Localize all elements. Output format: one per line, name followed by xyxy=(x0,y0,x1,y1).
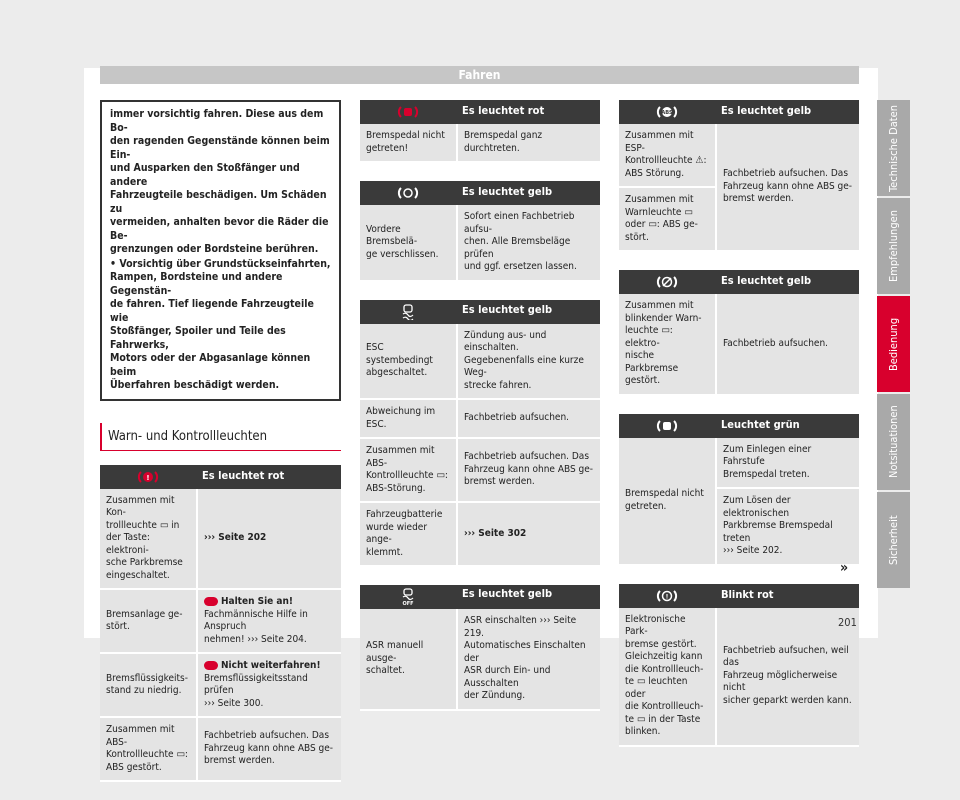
table-row xyxy=(100,590,341,654)
table-cell: Zündung aus- und einschalten. Gegebenenfalls eine kurze Weg- strecke fahren. xyxy=(458,324,600,401)
table-cell: Bremspedal ganz durchtreten. xyxy=(458,124,600,163)
table-row xyxy=(619,294,859,396)
table-abs-yellow xyxy=(619,100,859,252)
table-cell: ASR einschalten ››› Seite 219. Automatisches Einschalten der ASR durch Ein- und Ausschalten der Zündung. xyxy=(458,609,600,711)
table-asr-yellow xyxy=(360,585,600,711)
table-green xyxy=(619,414,859,566)
table-cell: Zusammen mit ESP- Kontrollleuchte ⚠: ABS Störung. xyxy=(619,124,717,188)
table-title: Es leuchtet rot xyxy=(202,468,285,482)
svg-text:OFF: OFF xyxy=(402,601,414,606)
tab-notsituationen[interactable]: Notsituationen xyxy=(877,394,910,490)
section-rule xyxy=(100,450,341,451)
svg-text:!: ! xyxy=(665,593,669,600)
warning-bullet xyxy=(110,258,331,393)
table-cell: Fachbetrieb aufsuchen. Das Fahrzeug kann ohne ABS ge- bremst werden. xyxy=(717,124,859,252)
table-cell: Bremspedal nicht getreten. xyxy=(619,438,717,566)
table-cell xyxy=(198,654,341,718)
cell-text: Fachmännische Hilfe in Anspruch nehmen! ››› Seite 204. xyxy=(204,608,308,645)
left-column xyxy=(100,100,341,800)
table-title: Es leuchtet gelb xyxy=(462,587,553,600)
table-cell: ESC systembedingt abgeschaltet. xyxy=(360,324,458,401)
table-row xyxy=(619,438,859,490)
table-row xyxy=(360,124,600,163)
table-cell: Fachbetrieb aufsuchen. xyxy=(458,400,600,439)
bullet-icon: • xyxy=(110,257,120,270)
table-row xyxy=(619,608,859,747)
table-cell: Zusammen mit blinkender Warn- leuchte ▭: elektro- nische Parkbremse gestört. xyxy=(619,294,717,396)
side-tabs xyxy=(877,100,910,590)
table-title: Es leuchtet gelb xyxy=(721,274,812,287)
tab-empfehlungen[interactable]: Empfehlungen xyxy=(877,198,910,294)
abs-icon xyxy=(656,105,678,119)
table-esc-yellow xyxy=(360,300,600,568)
table-cell: Zum Lösen der elektronischen Parkbremse Bremspedal treten ››› Seite 202. xyxy=(717,489,859,566)
table-cell: Zusammen mit ABS- Kontrollleuchte ▭: ABS gestört. xyxy=(100,718,198,782)
brake-blink-icon xyxy=(656,589,678,603)
table-brake-pads-yellow xyxy=(360,181,600,282)
continue-arrow: » xyxy=(840,560,849,576)
cell-emphasis: Halten Sie an! xyxy=(221,596,293,607)
table-row xyxy=(100,489,341,591)
table-cell: Fachbetrieb aufsuchen, weil das Fahrzeug möglicherweise nicht sicher geparkt werden kann. xyxy=(717,608,859,747)
svg-text:ABS: ABS xyxy=(661,110,673,116)
stop-icon xyxy=(204,661,218,670)
table-cell: Zum Einlegen einer Fahrstufe Bremspedal treten. xyxy=(717,438,859,490)
table-row xyxy=(619,124,859,188)
table-title: Leuchtet grün xyxy=(721,417,800,431)
table-row xyxy=(360,205,600,282)
page-number: 201 xyxy=(838,616,857,629)
table-epb-yellow xyxy=(619,270,859,396)
table-cell: Fachbetrieb aufsuchen. Das Fahrzeug kann ohne ABS ge- bremst werden. xyxy=(458,439,600,503)
table-cell: ASR manuell ausge- schaltet. xyxy=(360,609,458,711)
warning-bullet-text: Vorsichtig über Grundstückseinfahrten, Rampen, Bordsteine und andere Gegenstän- de fahren. Tief liegende Fahrzeugteile wie Stoßfänger, Spoiler und Teile des Fahrwerks, Motors oder der Abgasanlage können beim Überfahren beschädigt werden. xyxy=(110,257,331,391)
brake-pedal-green-icon xyxy=(656,419,678,433)
table-row xyxy=(360,439,600,503)
table-cell: Zusammen mit ABS- Kontrollleuchte ▭: ABS-Störung. xyxy=(360,439,458,503)
page-link[interactable]: ››› Seite 302 xyxy=(458,503,600,567)
table-row xyxy=(360,609,600,711)
table-title: Blinkt rot xyxy=(721,587,774,601)
table-cell: Abweichung im ESC. xyxy=(360,400,458,439)
warning-text: immer vorsichtig fahren. Diese aus dem Bo- den ragenden Gegenstände können beim Ein- und Ausparken den Stoßfänger und andere Fahrzeugteile beschädigen. Um Schäden zu vermeiden, anhalten bevor die Räder die Be- grenzungen oder Bordsteine berühren. xyxy=(110,108,330,255)
table-cell: Fahrzeugbatterie wurde wieder ange- klemmt. xyxy=(360,503,458,567)
tab-sicherheit[interactable]: Sicherheit xyxy=(877,492,910,588)
brake-pedal-icon xyxy=(397,105,419,119)
cell-text: Bremsflüssigkeitsstand prüfen ››› Seite 300. xyxy=(204,672,308,709)
table-title: Es leuchtet gelb xyxy=(721,104,812,117)
table-brake-pedal-red xyxy=(360,100,600,163)
table-cell xyxy=(198,590,341,654)
cell-emphasis: Nicht weiterfahren! xyxy=(221,660,321,671)
table-cell: Vordere Bremsbelä- ge verschlissen. xyxy=(360,205,458,282)
table-row xyxy=(360,324,600,401)
table-cell: Bremspedal nicht getreten! xyxy=(360,124,458,163)
tab-technische-daten[interactable]: Technische Daten xyxy=(877,100,910,196)
table-row xyxy=(360,400,600,439)
table-row xyxy=(360,503,600,567)
esc-off-icon xyxy=(400,588,416,606)
table-cell: Elektronische Park- bremse gestört. Gleichzeitig kann die Kontrollleuch- te ▭ leuchten oder die Kontrollleuch- te ▭ in der Taste blinken. xyxy=(619,608,717,747)
tab-bedienung[interactable]: Bedienung xyxy=(877,296,910,392)
table-brake-red xyxy=(100,465,341,783)
section-title: Warn- und Kontrollleuchten xyxy=(100,423,341,450)
table-cell: Zusammen mit Warnleuchte ▭ oder ▭: ABS ge- stört. xyxy=(619,188,717,252)
table-title: Es leuchtet rot xyxy=(462,104,545,117)
svg-text:!: ! xyxy=(146,473,150,482)
table-cell: Fachbetrieb aufsuchen. Das Fahrzeug kann ohne ABS ge- bremst werden. xyxy=(198,718,341,782)
brake-warning-icon xyxy=(137,470,159,484)
table-title: Es leuchtet gelb xyxy=(462,185,553,198)
esc-icon xyxy=(400,304,416,320)
table-cell: Zusammen mit Kon- trollleuchte ▭ in der Taste: elektroni- sche Parkbremse eingeschaltet. xyxy=(100,489,198,591)
page-header: Fahren xyxy=(100,66,859,84)
table-cell: Bremsanlage ge- stört. xyxy=(100,590,198,654)
table-cell: Fachbetrieb aufsuchen. xyxy=(717,294,859,396)
brake-pad-icon xyxy=(397,186,419,200)
table-row xyxy=(100,718,341,782)
page-link[interactable]: ››› Seite 202 xyxy=(198,489,341,591)
middle-column xyxy=(360,100,600,729)
table-cell: Sofort einen Fachbetrieb aufsu- chen. Alle Bremsbeläge prüfen und ggf. ersetzen lassen. xyxy=(458,205,600,282)
right-column xyxy=(619,100,859,765)
stop-icon xyxy=(204,597,218,606)
table-row xyxy=(100,654,341,718)
table-title: Es leuchtet gelb xyxy=(462,302,553,316)
table-blink-red xyxy=(619,584,859,747)
warning-box xyxy=(100,100,341,401)
parking-brake-fault-icon xyxy=(656,275,678,289)
table-cell: Bremsflüssigkeits- stand zu niedrig. xyxy=(100,654,198,718)
